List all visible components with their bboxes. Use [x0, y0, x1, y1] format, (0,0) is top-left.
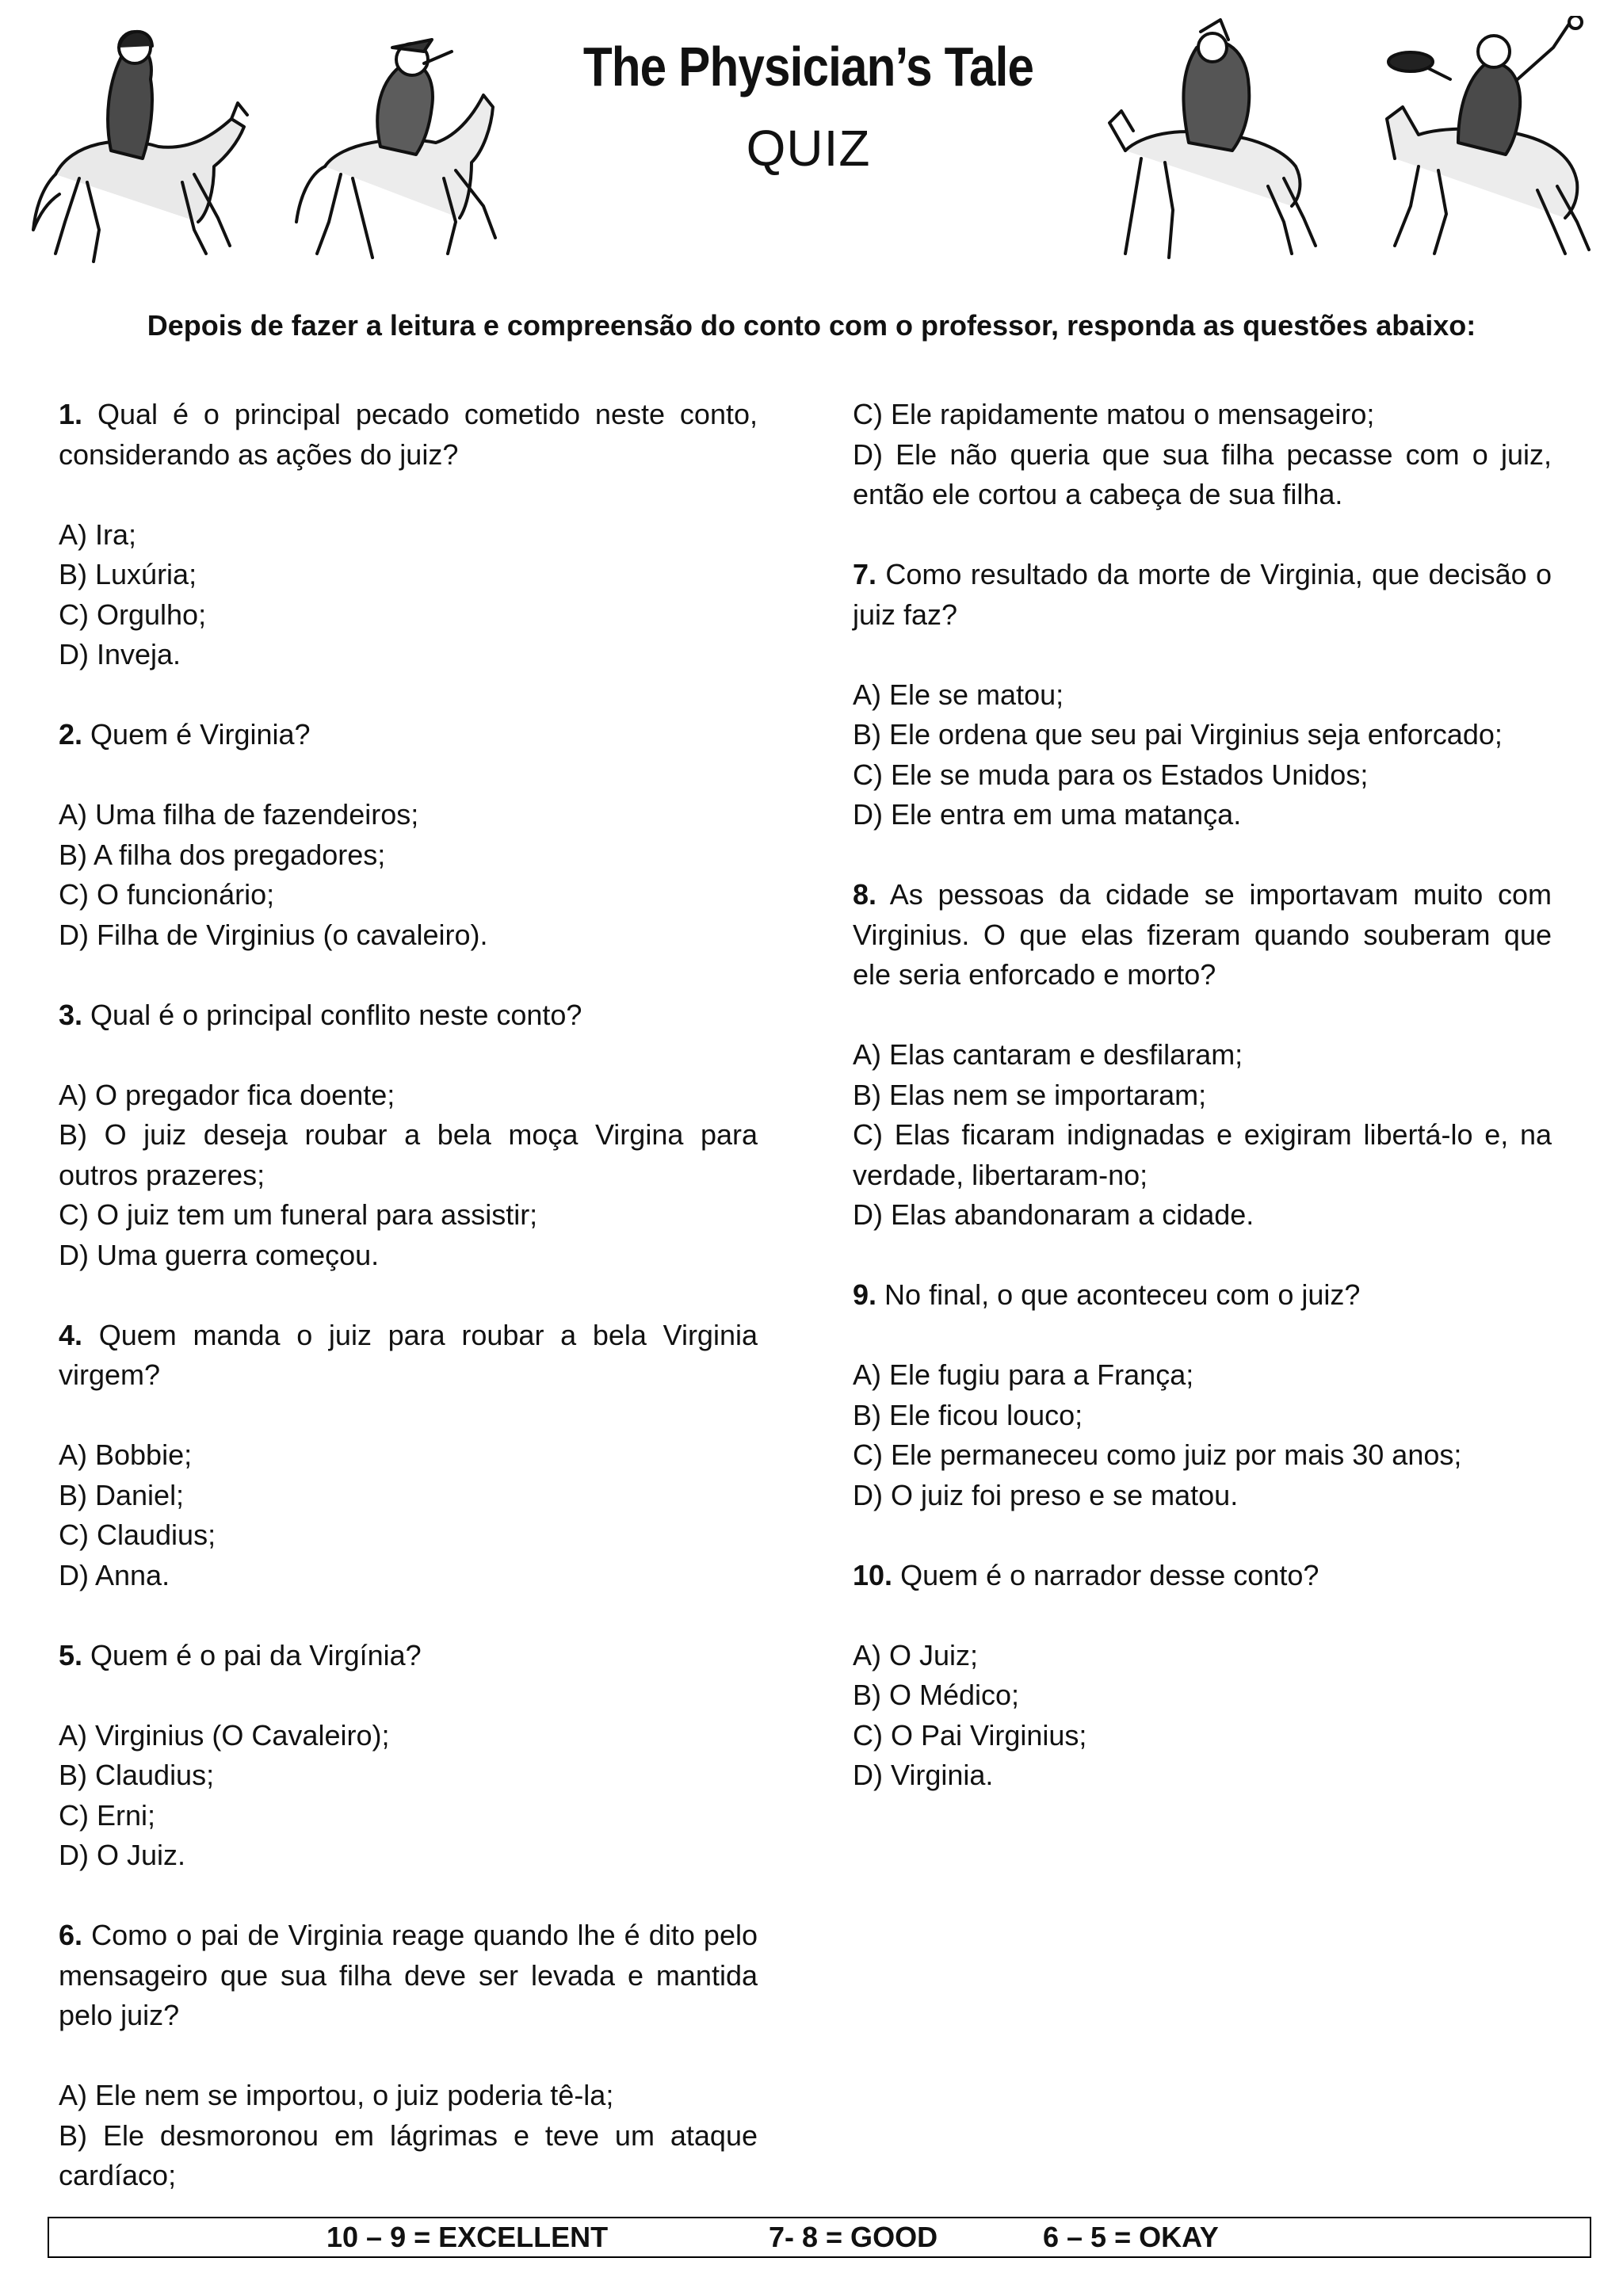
- question-prompt: Qual é o principal pecado cometido neste conto, considerando as ações do juiz?: [59, 398, 758, 471]
- score-legend: [48, 2217, 1591, 2258]
- question-text: [853, 875, 1552, 995]
- question-block: [853, 875, 1552, 1236]
- page-title: The Physician’s Tale: [582, 36, 1034, 97]
- option: A) O Juiz;: [853, 1638, 979, 1671]
- question-continuation: [853, 395, 1552, 515]
- question-number: 10.: [853, 1558, 893, 1591]
- option: A) Ele se matou;: [853, 678, 1064, 711]
- left-column: [59, 395, 758, 2196]
- question-number: 1.: [59, 398, 83, 430]
- option: C) Ele rapidamente matou o mensageiro;: [853, 398, 1375, 430]
- question-block: [853, 1275, 1552, 1515]
- option: B) Ele ordena que seu pai Virginius seja enforcado;: [853, 718, 1503, 751]
- question-number: 4.: [59, 1318, 83, 1351]
- option: C) O juiz tem um funeral para assistir;: [59, 1198, 538, 1231]
- question-prompt: Quem é Virginia?: [90, 718, 311, 751]
- option: D) Inveja.: [59, 638, 181, 670]
- question-prompt: No final, o que aconteceu com o juiz?: [884, 1278, 1361, 1311]
- question-prompt: Quem é o narrador desse conto?: [900, 1558, 1319, 1591]
- option: C) Orgulho;: [59, 598, 207, 631]
- option: D) Filha de Virginius (o cavaleiro).: [59, 918, 488, 951]
- option: D) O juiz foi preso e se matou.: [853, 1478, 1239, 1511]
- question-text: [59, 395, 758, 475]
- question-number: 7.: [853, 558, 877, 590]
- score-excellent: 10 – 9 = EXCELLENT: [327, 2221, 609, 2253]
- option: B) O juiz deseja roubar a bela moça Virgina para outros prazeres;: [59, 1118, 758, 1191]
- question-prompt: Como resultado da morte de Virginia, que decisão o juiz faz?: [853, 558, 1552, 631]
- question-text: [59, 1916, 758, 2036]
- option: C) Erni;: [59, 1798, 156, 1832]
- question-block: [59, 715, 758, 955]
- right-column: [853, 395, 1552, 1836]
- question-text: [59, 715, 758, 755]
- option: B) O Médico;: [853, 1679, 1020, 1711]
- question-number: 5.: [59, 1638, 83, 1671]
- page-subtitle: QUIZ: [746, 120, 871, 177]
- option: B) Ele ficou louco;: [853, 1398, 1083, 1431]
- question-prompt: Qual é o principal conflito neste conto?: [90, 998, 582, 1031]
- option: D) Ele não queria que sua filha pecasse com o juiz, então ele cortou a cabeça de sua filha.: [853, 437, 1552, 510]
- question-number: 6.: [59, 1919, 83, 1951]
- option: B) Ele desmoronou em lágrimas e teve um ataque cardíaco;: [59, 2118, 758, 2191]
- option: D) Anna.: [59, 1558, 170, 1591]
- option: B) Daniel;: [59, 1478, 185, 1511]
- pilgrim-on-horse-icon: [285, 16, 531, 277]
- question-block: [853, 1556, 1552, 1796]
- question-block: [59, 995, 758, 1276]
- option: B) Luxúria;: [59, 558, 197, 590]
- option: A) O pregador fica doente;: [59, 1078, 395, 1111]
- option: B) Elas nem se importaram;: [853, 1078, 1207, 1111]
- option: B) Claudius;: [59, 1759, 215, 1791]
- question-prompt: Quem manda o juiz para roubar a bela Virginia virgem?: [59, 1318, 758, 1391]
- question-text: [853, 1275, 1552, 1316]
- option: D) Elas abandonaram a cidade.: [853, 1198, 1254, 1231]
- option: A) Ira;: [59, 518, 137, 551]
- option: C) Elas ficaram indignadas e exigiram libertá-lo e, na verdade, libertaram-no;: [853, 1118, 1552, 1191]
- option: D) Virginia.: [853, 1759, 994, 1791]
- option: A) Ele fugiu para a França;: [853, 1358, 1194, 1391]
- option: A) Ele nem se importou, o juiz poderia tê-la;: [59, 2079, 614, 2111]
- option: C) O Pai Virginius;: [853, 1718, 1087, 1752]
- score-okay: 6 – 5 = OKAY: [1043, 2221, 1219, 2253]
- option: D) Uma guerra começou.: [59, 1238, 380, 1271]
- options-list: [853, 1636, 1552, 1796]
- options-list: [59, 1435, 758, 1595]
- question-block: [59, 395, 758, 675]
- options-list: [59, 1075, 758, 1276]
- option: D) Ele entra em uma matança.: [853, 798, 1242, 831]
- options-list: [853, 675, 1552, 835]
- question-text: [59, 995, 758, 1036]
- option: C) Ele se muda para os Estados Unidos;: [853, 758, 1369, 791]
- question-block: [59, 1636, 758, 1876]
- option: C) O funcionário;: [59, 878, 275, 911]
- option: C) Claudius;: [59, 1519, 216, 1551]
- instructions: Depois de fazer a leitura e compreensão do conto com o professor, responda as questões abaixo:: [147, 309, 1476, 342]
- option: A) Elas cantaram e desfilaram;: [853, 1038, 1243, 1071]
- options-list: [59, 2076, 758, 2196]
- question-text: [59, 1316, 758, 1396]
- option: D) O Juiz.: [59, 1839, 186, 1871]
- question-number: 3.: [59, 998, 83, 1031]
- question-number: 8.: [853, 878, 877, 911]
- question-text: [853, 555, 1552, 635]
- options-list: [59, 795, 758, 955]
- question-block: [853, 555, 1552, 835]
- question-block: [59, 1316, 758, 1596]
- question-number: 9.: [853, 1278, 877, 1311]
- option: C) Ele permaneceu como juiz por mais 30 anos;: [853, 1438, 1462, 1471]
- question-prompt: As pessoas da cidade se importavam muito com Virginius. O que elas fizeram quando souberam que ele seria enforcado e morto?: [853, 878, 1552, 991]
- question-block: [59, 1916, 758, 2196]
- question-prompt: Quem é o pai da Virgínia?: [90, 1638, 422, 1671]
- score-good: 7- 8 = GOOD: [769, 2221, 938, 2253]
- option: B) A filha dos pregadores;: [59, 838, 386, 871]
- pilgrim-on-horse-icon: [1094, 16, 1339, 277]
- options-list: [59, 515, 758, 675]
- options-list: [59, 1716, 758, 1876]
- question-number: 2.: [59, 718, 83, 751]
- option: A) Bobbie;: [59, 1438, 193, 1471]
- pilgrim-on-horse-icon: [1371, 16, 1609, 277]
- question-text: [59, 1636, 758, 1676]
- option: A) Virginius (O Cavaleiro);: [59, 1718, 390, 1752]
- pilgrim-on-horse-icon: [24, 16, 254, 277]
- options-list: [853, 1035, 1552, 1236]
- options-list: [853, 1355, 1552, 1515]
- question-text: [853, 1556, 1552, 1596]
- question-prompt: Como o pai de Virginia reage quando lhe é dito pelo mensageiro que sua filha deve ser levada e mantida pelo juiz?: [59, 1919, 758, 2031]
- option: A) Uma filha de fazendeiros;: [59, 798, 419, 831]
